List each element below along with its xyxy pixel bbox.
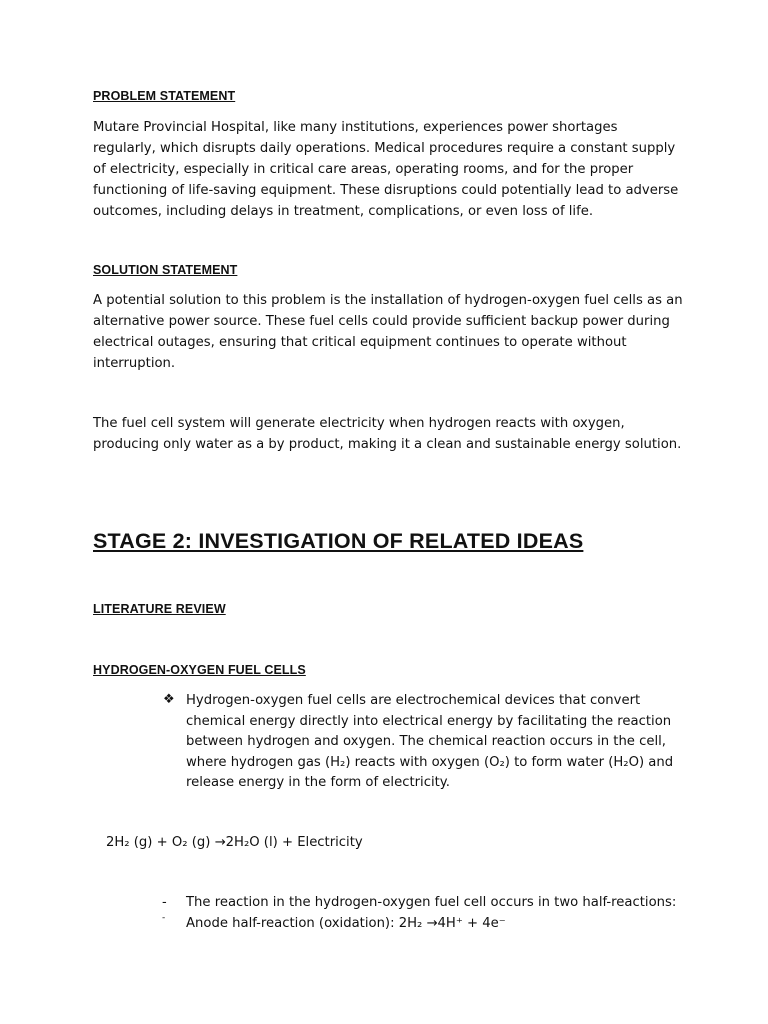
fuel-cell-system-paragraph: The fuel cell system will generate electricity when hydrogen reacts with oxygen, producing only water as a by product, making it a clean and sustainable energy solution. <box>93 416 682 452</box>
fuel-cell-definition: Hydrogen-oxygen fuel cells are electrochemical devices that convert chemical energy directly into electrical energy by facilitating the reaction between hydrogen and oxygen. The chemical reaction occurs in the cell, where hydrogen gas (H₂) reacts with oxygen (O₂) to form water (H₂O) and release energy in the form of electricity. <box>186 693 674 791</box>
list-item-marker: - <box>162 895 167 910</box>
diamond-bullet-icon: ❖ <box>163 692 175 707</box>
problem-statement-body: Mutare Provincial Hospital, like many institutions, experiences power shortages regularly, which disrupts daily operations. Medical procedures require a constant supply of electricity, especially in critical care areas, operating rooms, and for the proper functioning of life-saving equipment. These disruptions could potentially lead to adverse outcomes, including delays in treatment, complications, or even loss of life. <box>93 120 679 219</box>
solution-statement-body: A potential solution to this problem is the installation of hydrogen-oxygen fuel cells as an alternative power source. These fuel cells could provide sufficient backup power during electrical outages, ensuring that critical equipment continues to operate without interruption. <box>93 293 683 371</box>
list-item-marker: - <box>162 913 166 923</box>
stage-2-title: STAGE 2: INVESTIGATION OF RELATED IDEAS <box>93 529 584 553</box>
solution-statement-heading: SOLUTION STATEMENT <box>93 263 238 277</box>
anode-half-reaction: Anode half-reaction (oxidation): 2H₂ →4H⁺ + 4e⁻ <box>186 916 506 931</box>
fuel-cells-heading: HYDROGEN-OXYGEN FUEL CELLS <box>93 663 306 677</box>
overall-reaction-equation: 2H₂ (g) + O₂ (g) →2H₂O (l) + Electricity <box>106 835 363 850</box>
problem-statement-heading: PROBLEM STATEMENT <box>93 89 236 103</box>
half-reactions-intro: The reaction in the hydrogen-oxygen fuel cell occurs in two half-reactions: <box>186 895 677 910</box>
literature-review-heading: LITERATURE REVIEW <box>93 602 226 616</box>
